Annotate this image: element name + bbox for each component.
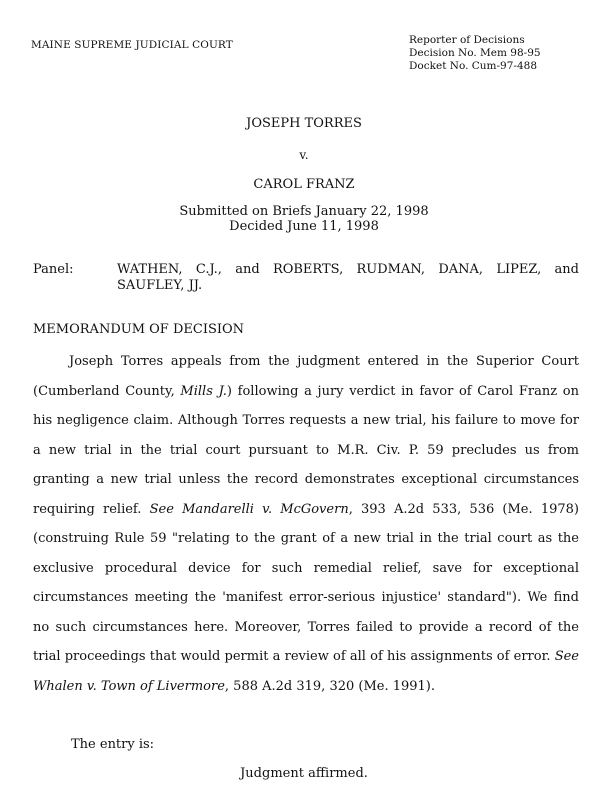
court-name: MAINE SUPREME JUDICIAL COURT — [31, 39, 233, 51]
memorandum-heading: MEMORANDUM OF DECISION — [33, 322, 245, 337]
decision-number: Decision No. Mem 98-95 — [409, 47, 541, 59]
appellee-name: CAROL FRANZ — [253, 177, 355, 192]
paragraph-text: , 588 A.2d 319, 320 (Me. 1991). — [224, 678, 436, 694]
docket-number: Docket No. Cum-97-488 — [409, 60, 538, 72]
paragraph-text: , 393 A.2d 533, 536 (Me. 1978) (construing Rule 59 "relating to the grant of a new trial in the trial court as the exclusive procedural device for such remedial relief, save for exceptional circumstances meeting the 'manifest error-serious injustice' standard"). We find no such circumstances here. Moreover, Torres failed to provide a record of the trial proceedings that would permit a review of all of his assignments of error. — [33, 501, 579, 664]
panel-label: Panel: — [33, 262, 74, 277]
appellant-name: JOSEPH TORRES — [246, 116, 362, 131]
versus: v. — [299, 148, 309, 162]
judge-name: Mills J. — [180, 383, 227, 399]
case-citation: See Mandarelli v. McGovern — [149, 501, 349, 517]
case-citation: See Whalen v. Town of Livermore — [33, 649, 579, 694]
submitted-date: Submitted on Briefs January 22, 1998 — [179, 204, 429, 219]
judgment: Judgment affirmed. — [240, 766, 368, 781]
decision-paragraph — [33, 347, 579, 701]
entry-label: The entry is: — [71, 737, 155, 752]
reporter-label: Reporter of Decisions — [409, 34, 525, 46]
decision-body — [33, 347, 579, 701]
case-dates — [0, 204, 608, 234]
paragraph-text: Joseph Torres appeals from the judgment entered in the Superior Court (Cumberland County, — [33, 354, 579, 399]
reporter-block — [409, 34, 541, 73]
decided-date: Decided June 11, 1998 — [229, 219, 379, 234]
paragraph-text: ) following a jury verdict in favor of Carol Franz on his negligence claim. Although Torres requests a new trial, his failure to move for a new trial in the trial court pursuant to M.R. Civ. P. 59 precludes us from granting a new trial unless the record demonstrates exceptional circumstances requiring relief. — [33, 383, 579, 517]
panel-justices: WATHEN, C.J., and ROBERTS, RUDMAN, DANA, LIPEZ, and SAUFLEY, JJ. — [117, 262, 579, 293]
